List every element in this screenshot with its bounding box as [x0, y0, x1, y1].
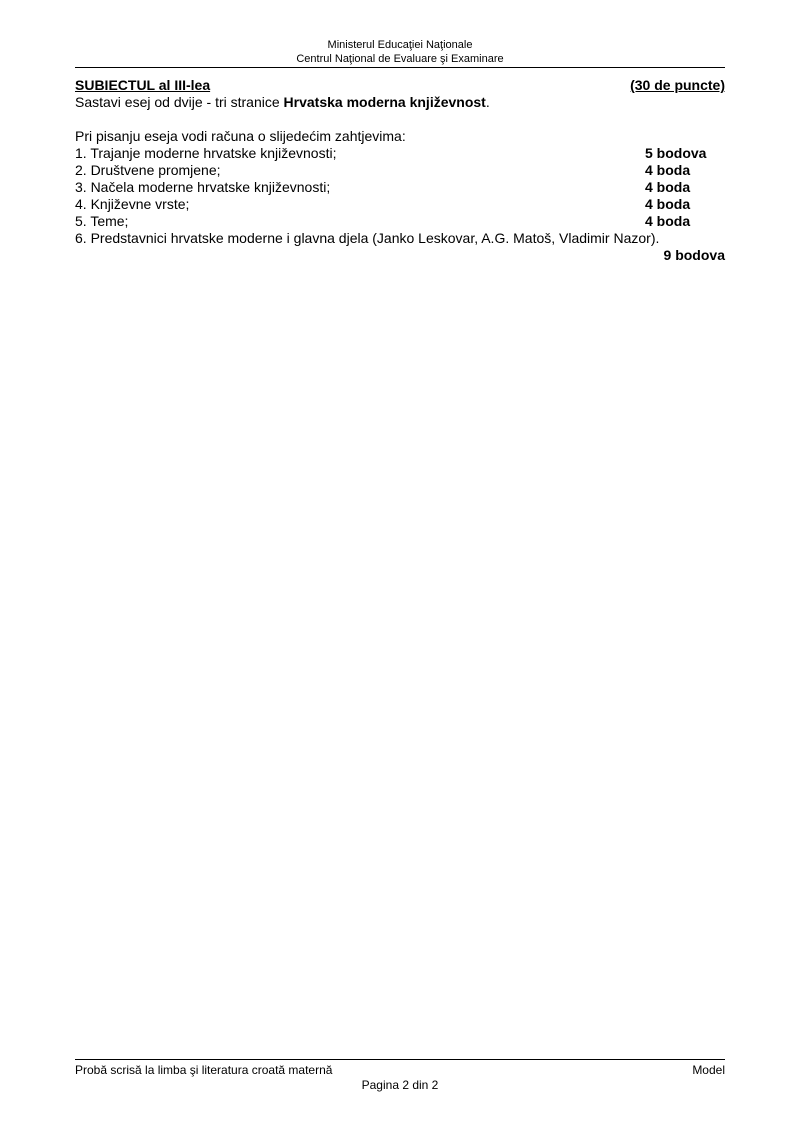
- requirement-item: 6. Predstavnici hrvatske moderne i glavna djela (Janko Leskovar, A.G. Matoš, Vladimir Nazor). 9 bodova: [75, 230, 725, 263]
- header-ministry: Ministerul Educaţiei Naţionale: [327, 39, 473, 51]
- subject-title: SUBIECTUL al III-lea: [75, 77, 211, 93]
- requirement-points: 9 bodova: [663, 247, 725, 263]
- subject-heading: [75, 77, 725, 94]
- exam-content: [75, 77, 725, 264]
- header-divider: [75, 67, 725, 68]
- requirement-points: 4 boda: [645, 196, 691, 212]
- page-header: [75, 38, 725, 66]
- header-center: Centrul Naţional de Evaluare şi Examinare: [296, 53, 504, 65]
- requirement-item: 3. Načela moderne hrvatske književnosti; 4 boda: [75, 179, 725, 196]
- requirement-item: 1. Trajanje moderne hrvatske književnosti; 5 bodova: [75, 145, 725, 162]
- page-footer: [75, 1063, 725, 1093]
- essay-task: Sastavi esej od dvije - tri stranice Hrvatska moderna književnost.: [75, 94, 490, 110]
- requirement-points: 5 bodova: [645, 145, 707, 161]
- footer-exam-name: Probă scrisă la limba şi literatura croată maternă: [75, 1063, 333, 1077]
- subject-points: (30 de puncte): [630, 77, 725, 93]
- requirement-points: 4 boda: [645, 162, 691, 178]
- footer-model: Model: [692, 1063, 725, 1077]
- page-number: Pagina 2 din 2: [361, 1078, 439, 1092]
- requirement-item: 4. Književne vrste; 4 boda: [75, 196, 725, 213]
- instructions-text: Pri pisanju eseja vodi računa o slijedećim zahtjevima:: [75, 128, 406, 144]
- requirement-points: 4 boda: [645, 179, 691, 195]
- requirement-item: 5. Teme; 4 boda: [75, 213, 725, 230]
- requirement-item: 2. Društvene promjene; 4 boda: [75, 162, 725, 179]
- footer-divider: [75, 1059, 725, 1060]
- requirement-points: 4 boda: [645, 213, 691, 229]
- essay-topic: Hrvatska moderna književnost: [283, 94, 486, 110]
